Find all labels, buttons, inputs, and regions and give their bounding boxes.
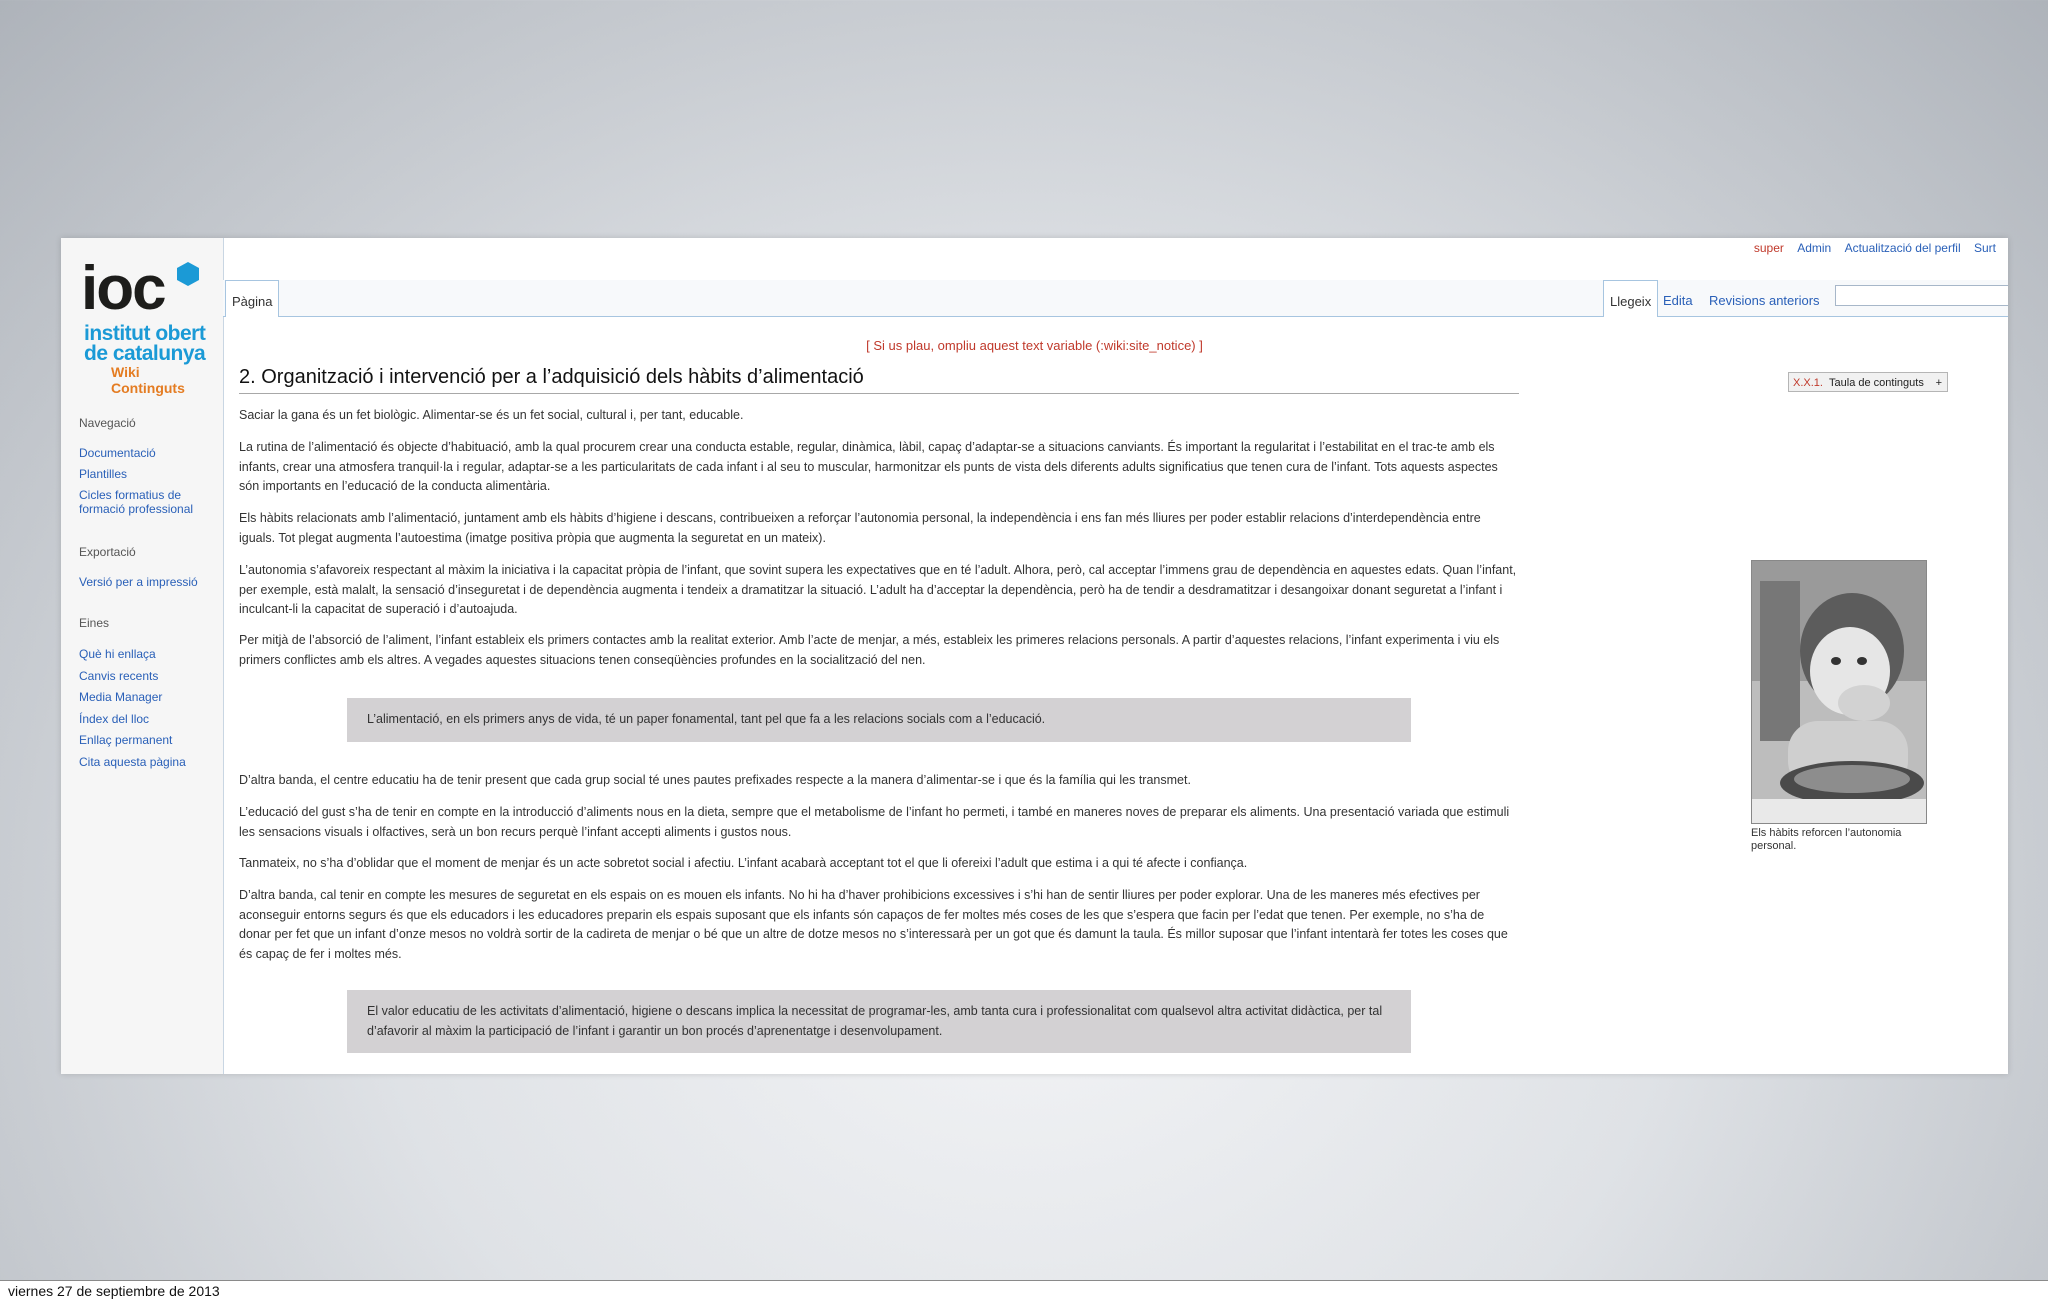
export-heading: Exportació	[79, 545, 136, 559]
logo-line-1: institut obert	[84, 322, 206, 345]
user-link-profile[interactable]: Actualització del perfil	[1844, 241, 1961, 255]
nav-link-recent-changes[interactable]: Canvis recents	[79, 669, 159, 683]
paragraph: L’autonomia s’afavoreix respectant al màxim la iniciativa i la capacitat pròpia de l’infant, que sovint supera les expectatives que en té l’adult. Alhora, però, cal acceptar l’immens grau de dependència en aquestes edats. Quan l’infant, per exemple, està malalt, la sensació d’inseguretat i de dependència augmenta i tendeix a dramatitzar la situació. L’adult ha d’acceptar la dependència, però ha de tendir a desdramatitzar i desangoixar donant seguretat a l’infant i inculcant-li la capacitat de superació i d’autoajuda.	[239, 563, 1517, 616]
paragraph: D’altra banda, cal tenir en compte les mesures de seguretat en els espais on es mouen els infants. No hi ha d’haver prohibicions excessives i s’hi han de sentir lliures per poder explorar. Una de les maneres més efectives per aconseguir entorns segurs és que els educadors i les educadores preparin els espais suposant que els infants són capaços de fer moltes més coses de les que s’espera que facin per l’edat que tenen. Per exemple, no s’ha de donar per fet que un infant d’onze mesos no voldrà sortir de la cadireta de menjar o bé que un altre de dotze mesos no s’interessarà per un got que és damunt la taula. És millor suposar que l’infant intentarà fer totes les coses que és capaç de fer i moltes més.	[239, 888, 1508, 961]
user-link-logout[interactable]: Surt	[1973, 241, 1996, 255]
hexagon-icon	[177, 262, 199, 286]
page-title: 2. Organització i intervenció per a l’adquisició dels hàbits d’alimentació	[239, 366, 1519, 394]
nav-link-documentacio[interactable]: Documentació	[79, 446, 156, 460]
paragraph: Saciar la gana és un fet biològic. Alimentar-se és un fet social, cultural i, per tant, educable.	[239, 408, 744, 422]
slide-footer	[0, 1280, 2048, 1305]
tab-page[interactable]: Pàgina	[225, 280, 279, 317]
tab-edit[interactable]: Edita	[1663, 293, 1693, 308]
nav-link-site-index[interactable]: Índex del lloc	[79, 712, 150, 726]
ioc-logo[interactable]	[81, 254, 211, 396]
tab-revisions[interactable]: Revisions anteriors	[1709, 293, 1820, 308]
paragraph: Per mitjà de l’absorció de l’aliment, l’infant estableix els primers contactes amb la realitat exterior. Amb l’acte de menjar, a més, estableix les primeres relacions personals. A partir d’aquestes relacions, l’infant experimenta i viu els primers conflictes amb els altres. A vegades aquestes situacions tenen conseqüències profundes en la socialització del nen.	[239, 633, 1500, 667]
search-input[interactable]	[1835, 285, 2008, 306]
tools-heading: Eines	[79, 616, 110, 630]
nav-link-what-links-here[interactable]: Què hi enllaça	[79, 647, 156, 661]
plus-icon: +	[1935, 377, 1942, 389]
user-link-admin[interactable]: Admin	[1797, 241, 1832, 255]
paragraph: La rutina de l’alimentació és objecte d’habituació, amb la qual procurem crear una conducta estable, regular, dinàmica, làbil, capaç d’adaptar-se a situacions canviants. És important la regularitat i l’estabilitat en el trac-te amb els infants, crear una atmosfera tranquil·la i regular, adaptar-se a les particularitats de cada infant i al seu to muscular, harmonitzar els punts de vista dels diferents adults significatius que tenen cura de l’infant. Tots aquests aspectes són importants en l’educació de la conducta alimentària.	[239, 440, 1498, 493]
logo-line-2: de catalunya	[84, 342, 206, 365]
nav-link-print-version[interactable]: Versió per a impressió	[79, 575, 198, 589]
figure	[1751, 560, 1927, 853]
sidebar	[61, 238, 224, 1074]
slide-date: viernes 27 de septiembre de 2013	[8, 1283, 220, 1299]
figure-caption: Els hàbits reforcen l’autonomia personal.	[1751, 827, 1902, 852]
nav-heading: Navegació	[79, 416, 136, 430]
highlight-box: L’alimentació, en els primers anys de vida, té un paper fonamental, tant pel que fa a les relacions socials com a l’educació.	[347, 698, 1411, 742]
nav-link-cite-page[interactable]: Cita aquesta pàgina	[79, 755, 186, 769]
logo-wiki-label: Wiki Continguts	[111, 364, 185, 396]
toc-toggle-button[interactable]	[1788, 372, 1948, 392]
toc-number: X.X.1.	[1793, 377, 1823, 389]
nav-link-plantilles[interactable]: Plantilles	[79, 467, 128, 481]
nav-link-media-manager[interactable]: Media Manager	[79, 690, 163, 704]
user-link-super[interactable]: super	[1753, 241, 1784, 255]
nav-link-permanent-link[interactable]: Enllaç permanent	[79, 733, 173, 747]
user-bar	[1744, 241, 1996, 255]
paragraph: L’educació del gust s’ha de tenir en compte en la introducció d’aliments nous en la dieta, sempre que el metabolisme de l’infant ho permeti, i també en maneres noves de preparar els aliments. Una presentació variada que estimuli les sensacions visuals i olfactives, serà un bon recurs perquè l’infant accepti aliments i gustos nous.	[239, 805, 1510, 839]
tab-bar	[223, 280, 2008, 317]
paragraph: Els hàbits relacionats amb l’alimentació, juntament amb els hàbits d’higiene i descans, contribueixen a reforçar l’autonomia personal, la independència i ens fan més lliures per poder establir relacions d’interdependència entre iguals. Tot plegat augmenta l’autoestima (imatge positiva pròpia que augmenta la seguretat en un mateix).	[239, 511, 1481, 545]
tab-read[interactable]: Llegeix	[1603, 280, 1658, 317]
paragraph: Tanmateix, no s’ha d’oblidar que el moment de menjar és un acte sobretot social i afectiu. L’infant acabarà acceptant tot el que li ofereixi l’adult que estima i a qui té afecte i confiança.	[239, 856, 1248, 870]
site-notice: [ Si us plau, ompliu aquest text variable (:wiki:site_notice) ]	[866, 338, 1203, 353]
wiki-page	[61, 238, 2008, 1074]
nav-link-cicles-formatius[interactable]: Cicles formatius de formació professional	[79, 488, 194, 516]
child-eating-photo[interactable]	[1751, 560, 1927, 824]
paragraph: D’altra banda, el centre educatiu ha de tenir present que cada grup social té unes pautes prefixades respecte a la manera d’alimentar-se i que és la família qui les transmet.	[239, 773, 1191, 787]
highlight-box: El valor educatiu de les activitats d’alimentació, higiene o descans implica la necessitat de programar-les, amb tanta cura i professionalitat com qualsevol altra activitat didàctica, per tal d’afavorir al màxim la participació de l’infant i garantir un bon procés d’aprenentatge i desenvolupament.	[347, 990, 1411, 1053]
toc-label: Taula de continguts	[1829, 377, 1924, 389]
logo-ioc-text: ioc	[81, 254, 165, 323]
